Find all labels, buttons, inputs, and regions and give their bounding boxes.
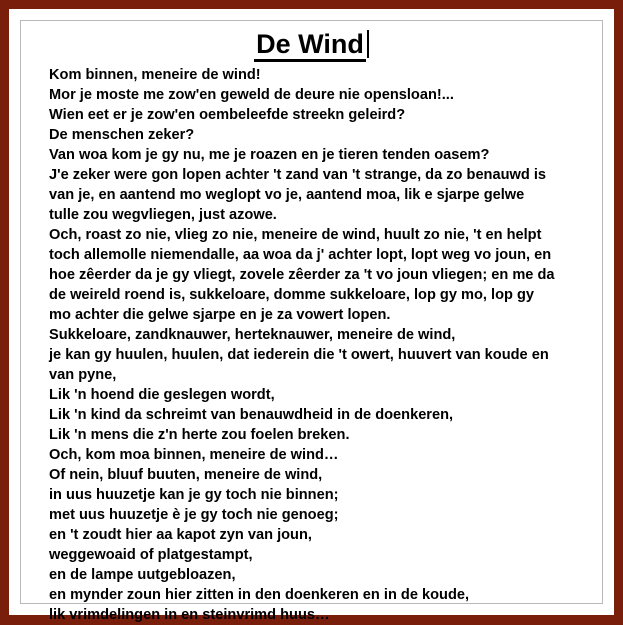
poem-line: tulle zou wegvliegen, just azowe. — [49, 207, 277, 223]
poem-line: weggewoaid of platgestampt, — [49, 547, 253, 563]
poem-title-wrap — [9, 27, 614, 61]
poem-body — [49, 65, 609, 625]
poem-line: lik vrimdelingen in en steinvrimd huus… — [49, 607, 330, 623]
poem-line: Och, kom moa binnen, meneire de wind… — [49, 447, 339, 463]
poem-line: je kan gy huulen, huulen, dat iederein die 't owert, huuvert van koude en — [49, 347, 549, 363]
poem-line: van je, en aantend mo weglopt vo je, aantend moa, lik e sjarpe gelwe — [49, 187, 525, 203]
poem-line: de weireld roend is, sukkeloare, domme sukkeloare, lop gy mo, lop gy — [49, 287, 534, 303]
poem-line: Wien eet er je zow'en oembeleefde streekn geleird? — [49, 107, 406, 123]
poem-line: van pyne, — [49, 367, 117, 383]
poem-line: Van woa kom je gy nu, me je roazen en je tieren tenden oasem? — [49, 147, 490, 163]
poem-line: J'e zeker were gon lopen achter 't zand van 't strange, da zo benauwd is — [49, 167, 546, 183]
poem-line: Kom binnen, meneire de wind! — [49, 67, 261, 83]
poem-line: hoe zêerder da je gy vliegt, zovele zêerder za 't vo joun vliegen; en me da — [49, 267, 555, 283]
poem-line: Sukkeloare, zandknauwer, herteknauwer, meneire de wind, — [49, 327, 456, 343]
poem-line: in uus huuzetje kan je gy toch nie binnen; — [49, 487, 339, 503]
poem-line: Mor je moste me zow'en geweld de deure nie opensloan!... — [49, 87, 454, 103]
poem-line: Och, roast zo nie, vlieg zo nie, meneire de wind, huult zo nie, 't en helpt — [49, 227, 542, 243]
poem-line: toch allemolle niemendalle, aa woa da j' achter lopt, lopt weg vo joun, en — [49, 247, 552, 263]
poem-line: en 't zoudt hier aa kapot zyn van joun, — [49, 527, 312, 543]
poem-line: met uus huuzetje è je gy toch nie genoeg; — [49, 507, 339, 523]
text-cursor — [367, 30, 369, 58]
poem-line: mo achter die gelwe sjarpe en je za vowert lopen. — [49, 307, 391, 323]
poem-line: Lik 'n kind da schreimt van benauwdheid in de doenkeren, — [49, 407, 454, 423]
poem-line: en mynder zoun hier zitten in den doenkeren en in de koude, — [49, 587, 470, 603]
poem-title: De Wind — [254, 29, 366, 62]
poem-line: De menschen zeker? — [49, 127, 195, 143]
poem-line: en de lampe uutgebloazen, — [49, 567, 236, 583]
poem-line: Lik 'n hoend die geslegen wordt, — [49, 387, 275, 403]
poem-line: Lik 'n mens die z'n herte zou foelen breken. — [49, 427, 350, 443]
poem-line: Of nein, bluuf buuten, meneire de wind, — [49, 467, 323, 483]
